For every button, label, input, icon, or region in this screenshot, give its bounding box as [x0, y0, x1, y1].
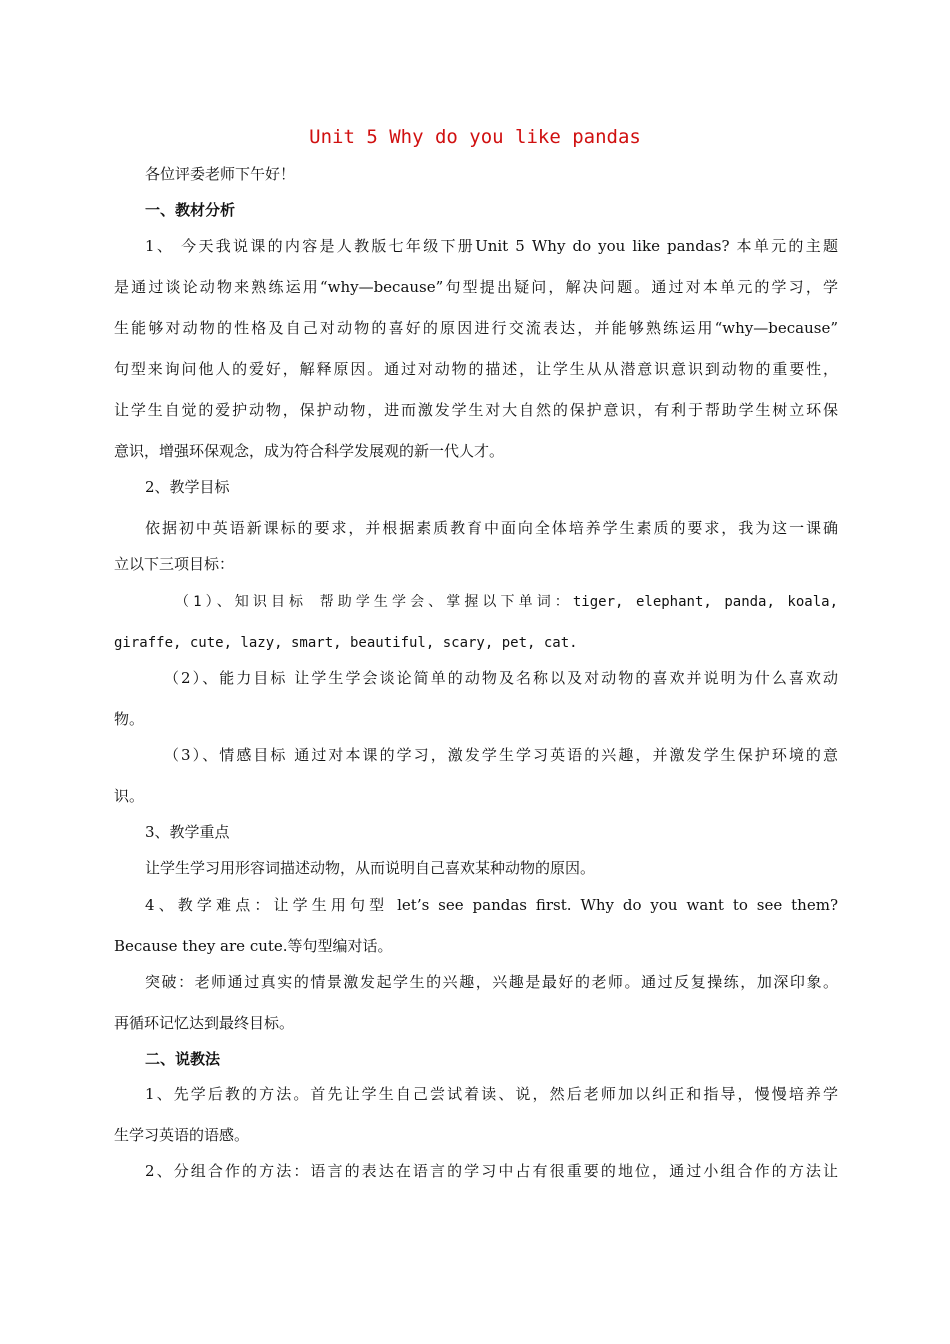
paragraph-line: 是通过谈论动物来熟练运用“why—because”句型提出疑问，解决问题。通过对本单元的学习，学 [114, 278, 838, 296]
goal-ability-line: 物。 [114, 710, 145, 728]
goal-ability-line: （2）、能力目标 让学生学会谈论简单的动物及名称以及对动物的喜欢并说明为什么喜欢动 [164, 669, 838, 687]
document-title: Unit 5 Why do you like pandas [309, 126, 641, 148]
goal-emotion-line: （3）、情感目标 通过对本课的学习，激发学生学习英语的兴趣，并激发学生保护环境的意 [164, 746, 838, 764]
method-line: 生学习英语的语感。 [114, 1126, 250, 1144]
section-heading-key-points: 3、教学重点 [145, 823, 230, 841]
paragraph-line: 依据初中英语新课标的要求，并根据素质教育中面向全体培养学生素质的要求，我为这一课确 [145, 519, 838, 537]
paragraph-line: 生能够对动物的性格及自己对动物的喜好的原因进行交流表达，并能够熟练运用“why—because” [114, 319, 838, 337]
section-heading-teaching-method: 二、说教法 [145, 1050, 221, 1068]
method-line: 1、先学后教的方法。首先让学生自己尝试着读、说，然后老师加以纠正和指导，慢慢培养学 [145, 1085, 838, 1103]
goal-emotion-line: 识。 [114, 787, 145, 805]
section-heading-textbook-analysis: 一、教材分析 [145, 201, 236, 219]
paragraph-line: 意识，增强环保观念，成为符合科学发展观的新一代人才。 [114, 442, 505, 460]
method-line: 2、分组合作的方法：语言的表达在语言的学习中占有很重要的地位，通过小组合作的方法让 [145, 1162, 838, 1180]
difficulty-line: 4、教学难点：让学生用句型 let’s see pandas first. Why do you want to see them? [145, 896, 838, 914]
greeting-line: 各位评委老师下午好！ [145, 165, 296, 183]
breakthrough-line: 突破：老师通过真实的情景激发起学生的兴趣，兴趣是最好的老师。通过反复操练，加深印象。 [145, 973, 838, 991]
goal-knowledge-line: （1）、知识目标 帮助学生学会、掌握以下单词：tiger, elephant, panda, koala, [175, 594, 838, 610]
paragraph-line: 1、 今天我说课的内容是人教版七年级下册Unit 5 Why do you like pandas? 本单元的主题 [145, 237, 838, 255]
paragraph-line: 让学生自觉的爱护动物，保护动物，进而激发学生对大自然的保护意识，有利于帮助学生树立环保 [114, 401, 838, 419]
paragraph-line: 让学生学习用形容词描述动物，从而说明自己喜欢某种动物的原因。 [145, 859, 596, 877]
breakthrough-line: 再循环记忆达到最终目标。 [114, 1014, 295, 1032]
paragraph-line: 立以下三项目标： [114, 555, 235, 573]
section-heading-teaching-goals: 2、教学目标 [145, 478, 230, 496]
paragraph-line: 句型来询问他人的爱好，解释原因。通过对动物的描述，让学生从从潜意识意识到动物的重要性， [114, 360, 838, 378]
goal-knowledge-line: giraffe, cute, lazy, smart, beautiful, scary, pet, cat. [114, 635, 578, 651]
difficulty-line: Because they are cute.等句型编对话。 [114, 937, 393, 955]
